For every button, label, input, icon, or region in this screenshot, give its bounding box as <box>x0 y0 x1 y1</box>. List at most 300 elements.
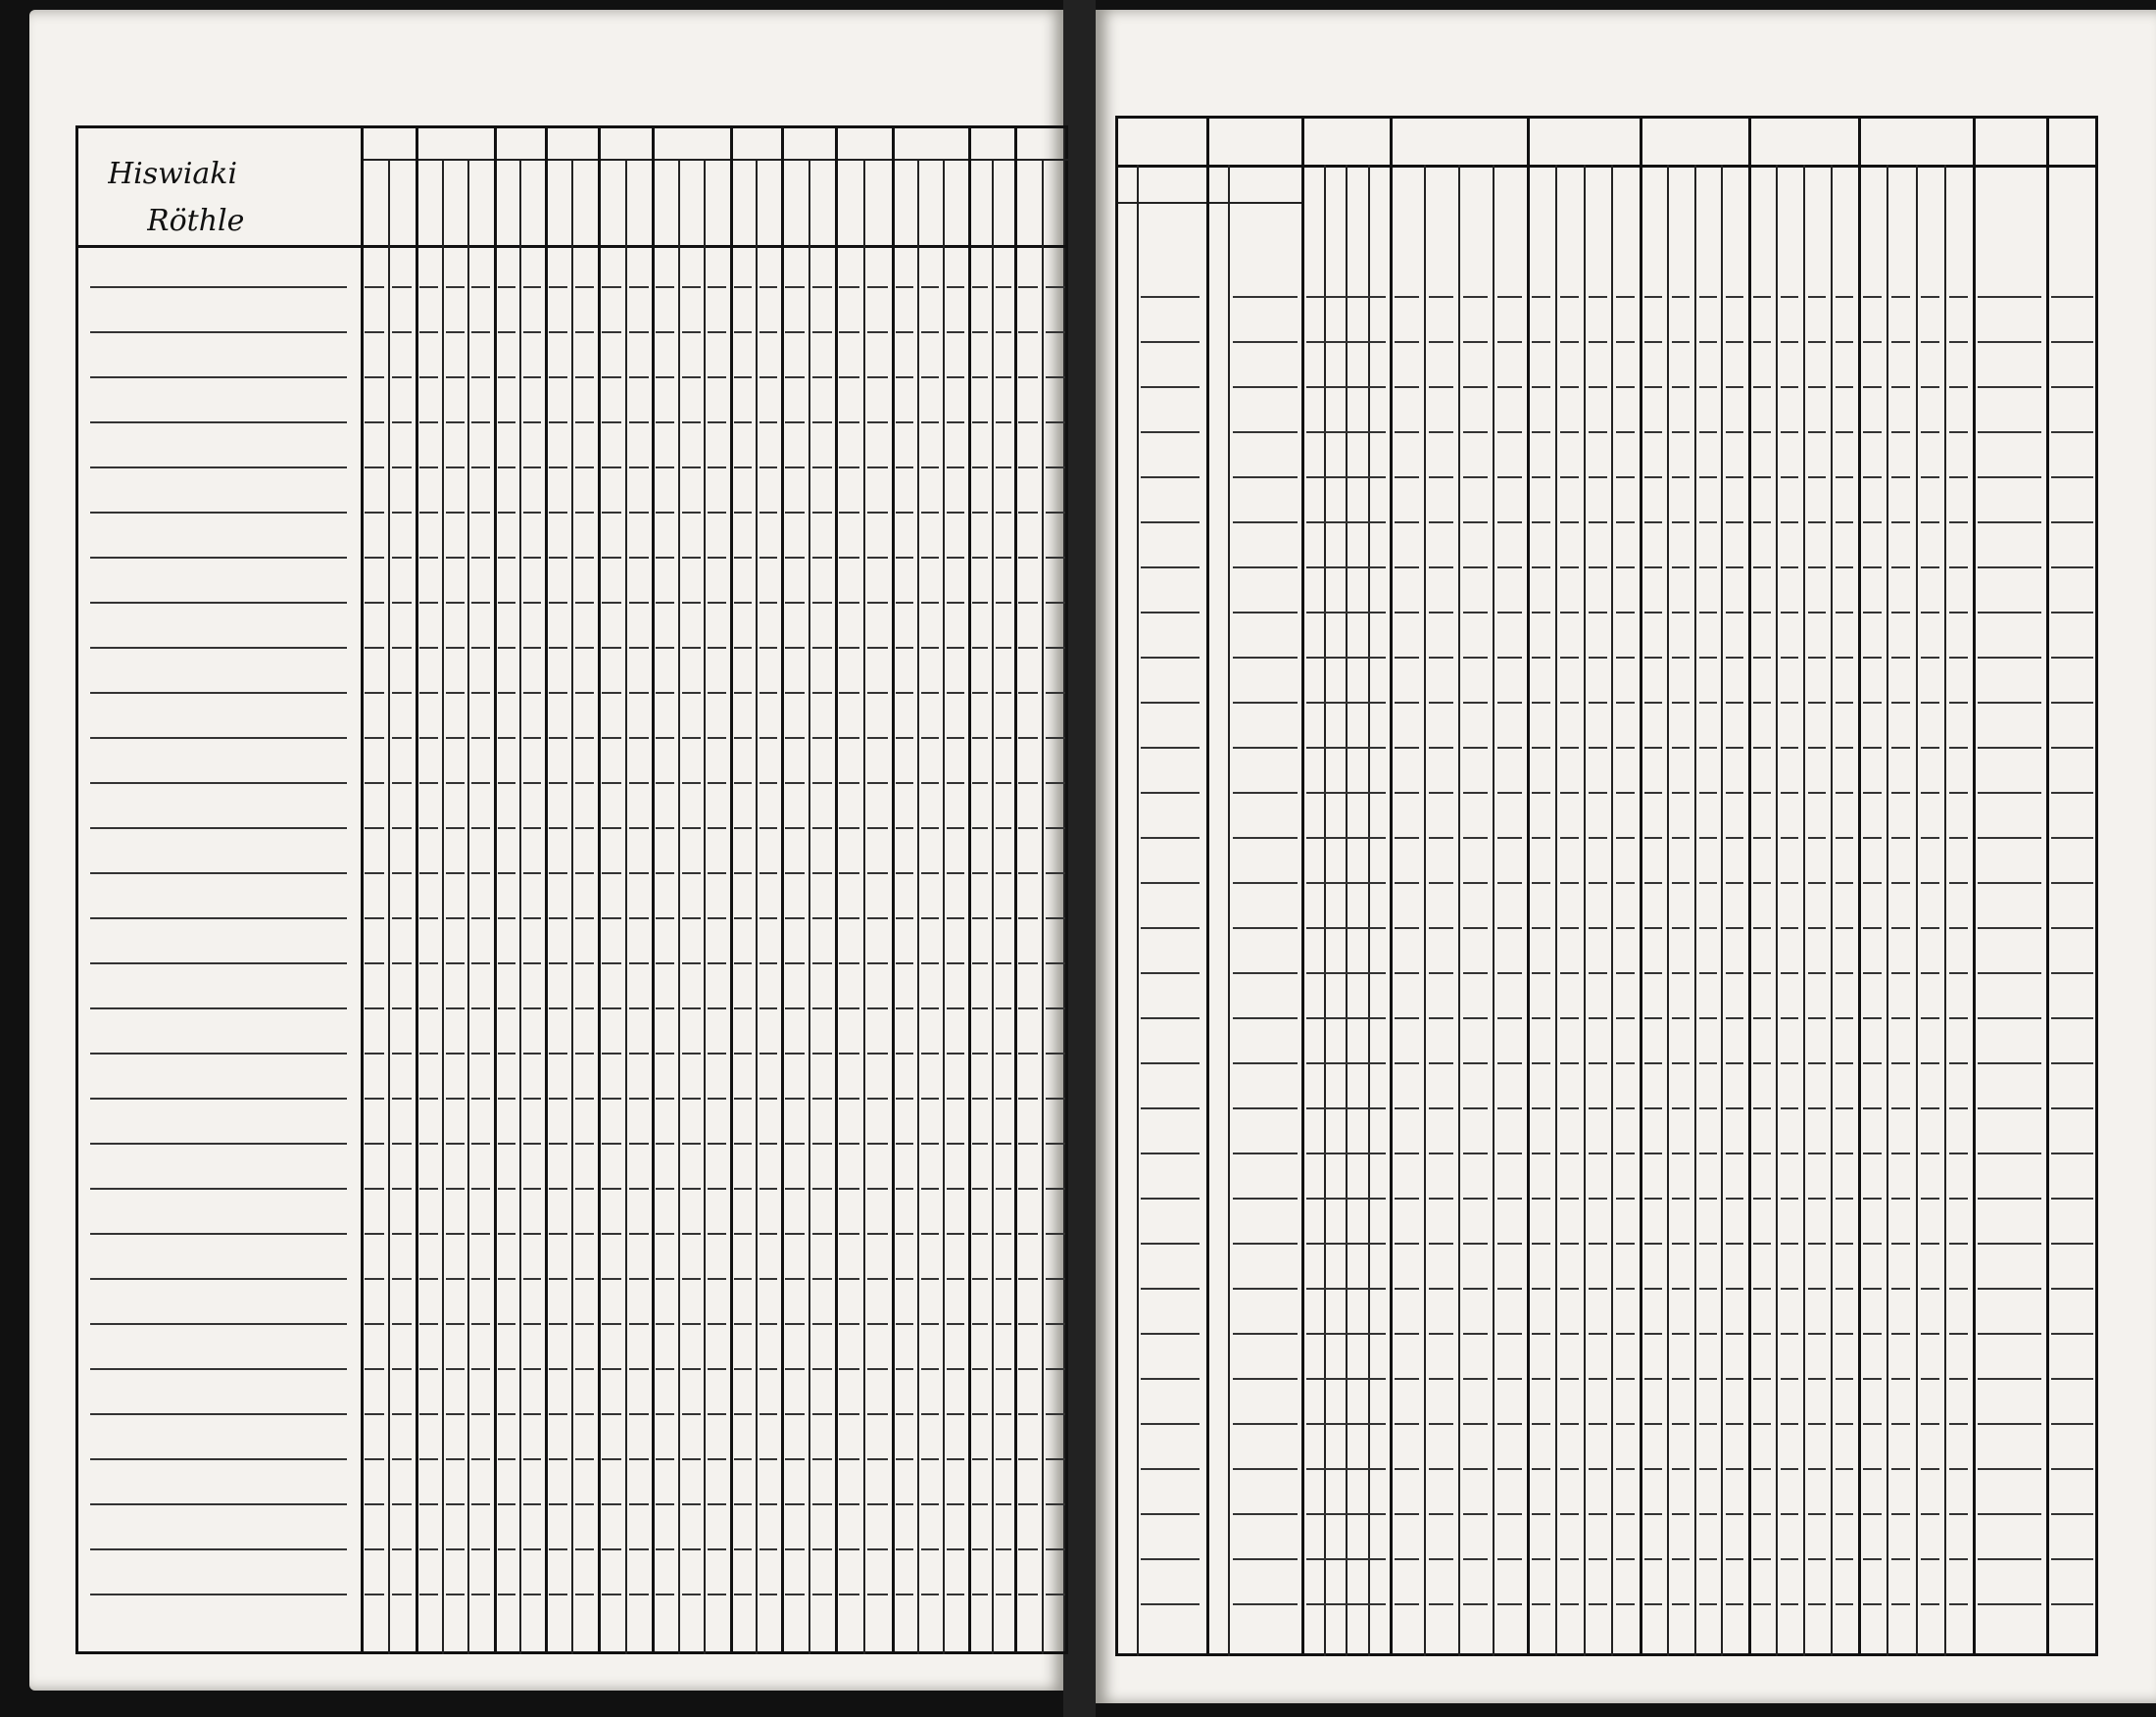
cell-rule <box>446 1143 465 1145</box>
cell-rule <box>1891 476 1910 478</box>
cell-rule <box>760 376 777 378</box>
cell-rule <box>1753 476 1771 478</box>
cell-rule <box>682 1278 701 1280</box>
cell-rule <box>1306 837 1319 839</box>
cell-rule <box>549 1413 567 1415</box>
cell-rule <box>1589 612 1607 613</box>
cell-rule <box>1497 882 1522 884</box>
row-rule <box>1309 521 1382 523</box>
cell-rule <box>1395 1468 1419 1470</box>
cell-rule <box>471 421 490 423</box>
cell-rule <box>1726 747 1743 749</box>
cell-rule <box>419 1458 438 1460</box>
cell-rule <box>867 1458 888 1460</box>
cell-rule <box>972 872 988 874</box>
cell-rule <box>1018 1098 1038 1100</box>
cell-rule <box>2051 1423 2093 1425</box>
row-rule <box>1141 612 1200 613</box>
cell-rule <box>921 421 939 423</box>
cell-rule <box>1018 1594 1038 1595</box>
cell-rule <box>1753 431 1771 433</box>
cell-rule <box>1395 1603 1419 1605</box>
row-rule <box>1309 1153 1382 1154</box>
cell-rule <box>1781 1288 1798 1290</box>
cell-rule <box>734 376 752 378</box>
cell-rule <box>629 827 649 829</box>
cell-rule <box>549 602 567 604</box>
cell-rule <box>1329 657 1342 659</box>
cell-rule <box>996 376 1011 378</box>
cell-rule <box>1921 386 1939 388</box>
cell-rule <box>629 962 649 964</box>
cell-rule <box>1836 1107 1853 1109</box>
cell-rule <box>1373 972 1386 974</box>
cell-rule <box>760 557 777 559</box>
cell-rule <box>1395 1333 1419 1335</box>
cell-rule <box>839 872 859 874</box>
cell-rule <box>1429 1603 1453 1605</box>
cell-rule <box>1836 1513 1853 1515</box>
cell-rule <box>1018 962 1038 964</box>
cell-rule <box>1463 521 1488 523</box>
cell-rule <box>1616 702 1635 704</box>
cell-rule <box>1046 1188 1065 1190</box>
cell-rule <box>446 917 465 919</box>
cell-rule <box>392 782 412 784</box>
cell-rule <box>1306 702 1319 704</box>
cell-rule <box>602 1098 621 1100</box>
cell-rule <box>1046 1233 1065 1235</box>
cell-rule <box>1921 1603 1939 1605</box>
cell-rule <box>996 1594 1011 1595</box>
cell-rule <box>921 1278 939 1280</box>
cell-rule <box>682 827 701 829</box>
cell-rule <box>1891 296 1910 298</box>
cell-rule <box>1350 612 1363 613</box>
row-rule <box>1233 882 1298 884</box>
cell-rule <box>1018 1548 1038 1550</box>
cell-rule <box>896 1233 913 1235</box>
cell-rule <box>1018 1233 1038 1235</box>
cell-rule <box>734 647 752 649</box>
cell-rule <box>656 1098 674 1100</box>
cell-rule <box>1018 512 1038 514</box>
cell-rule <box>896 1548 913 1550</box>
cell-rule <box>1781 1423 1798 1425</box>
cell-rule <box>996 1053 1011 1055</box>
cell-rule <box>896 782 913 784</box>
row-rule <box>1141 1603 1200 1605</box>
cell-rule <box>947 466 964 468</box>
cell-rule <box>760 1098 777 1100</box>
cell-rule <box>1616 296 1635 298</box>
cell-rule <box>785 872 805 874</box>
row-rule <box>90 1458 347 1460</box>
cell-rule <box>682 737 701 739</box>
cell-rule <box>498 1503 515 1505</box>
cell-rule <box>812 1278 832 1280</box>
cell-rule <box>1306 1243 1319 1245</box>
cell-rule <box>1949 476 1968 478</box>
cell-rule <box>602 647 621 649</box>
cell-rule <box>419 1053 438 1055</box>
cell-rule <box>2051 837 2093 839</box>
cell-rule <box>1560 702 1579 704</box>
cell-rule <box>1781 612 1798 613</box>
cell-rule <box>1589 476 1607 478</box>
cell-rule <box>1836 476 1853 478</box>
cell-rule <box>1753 1468 1771 1470</box>
cell-rule <box>656 1143 674 1145</box>
cell-rule <box>419 1548 438 1550</box>
cell-rule <box>1560 792 1579 794</box>
cell-rule <box>1978 521 2041 523</box>
cell-rule <box>867 602 888 604</box>
cell-rule <box>1921 1243 1939 1245</box>
cell-rule <box>498 692 515 694</box>
cell-rule <box>1046 1413 1065 1415</box>
cell-rule <box>1463 1243 1488 1245</box>
cell-rule <box>1046 286 1065 288</box>
row-rule <box>1141 792 1200 794</box>
cell-rule <box>896 1007 913 1009</box>
cell-rule <box>1808 1062 1826 1064</box>
year-subcolumn-divider <box>1584 165 1586 1656</box>
cell-rule <box>1836 792 1853 794</box>
cell-rule <box>1373 702 1386 704</box>
cell-rule <box>656 782 674 784</box>
cell-rule <box>1463 476 1488 478</box>
cell-rule <box>1949 1107 1968 1109</box>
cell-rule <box>1018 1368 1038 1370</box>
cell-rule <box>996 872 1011 874</box>
cell-rule <box>1863 1378 1882 1380</box>
cell-rule <box>1753 1243 1771 1245</box>
cell-rule <box>921 466 939 468</box>
cell-rule <box>867 1503 888 1505</box>
cell-rule <box>972 1548 988 1550</box>
cell-rule <box>419 1594 438 1595</box>
row-rule <box>1141 1423 1200 1425</box>
cell-rule <box>1616 476 1635 478</box>
cell-rule <box>2051 702 2093 704</box>
cell-rule <box>972 737 988 739</box>
cell-rule <box>812 557 832 559</box>
cell-rule <box>708 1188 726 1190</box>
cell-rule <box>1329 1603 1342 1605</box>
cell-rule <box>392 1143 412 1145</box>
cell-rule <box>1808 566 1826 568</box>
cell-rule <box>1350 1558 1363 1560</box>
cell-rule <box>1949 431 1968 433</box>
cell-rule <box>1644 1198 1662 1200</box>
cell-rule <box>1329 1378 1342 1380</box>
row-rule <box>1141 837 1200 839</box>
cell-rule <box>392 1368 412 1370</box>
cell-rule <box>1644 296 1662 298</box>
cell-rule <box>549 647 567 649</box>
cell-rule <box>498 1548 515 1550</box>
cell-rule <box>682 557 701 559</box>
cell-rule <box>734 782 752 784</box>
cell-rule <box>446 737 465 739</box>
cell-rule <box>996 1413 1011 1415</box>
cell-rule <box>1429 972 1453 974</box>
cell-rule <box>812 1413 832 1415</box>
cell-rule <box>1672 1468 1690 1470</box>
cell-rule <box>1429 702 1453 704</box>
cell-rule <box>446 827 465 829</box>
cell-rule <box>1699 927 1717 929</box>
row-rule <box>1309 296 1382 298</box>
cell-rule <box>523 1413 541 1415</box>
cell-rule <box>1699 1153 1717 1154</box>
cell-rule <box>1921 296 1939 298</box>
cell-rule <box>1463 882 1488 884</box>
cell-rule <box>867 466 888 468</box>
cell-rule <box>1863 1423 1882 1425</box>
cell-rule <box>1350 1062 1363 1064</box>
right-register-table <box>1115 116 2098 1656</box>
cell-rule <box>1891 1288 1910 1290</box>
cell-rule <box>1836 1017 1853 1019</box>
cell-rule <box>471 1503 490 1505</box>
cell-rule <box>1836 612 1853 613</box>
cell-rule <box>896 872 913 874</box>
cell-rule <box>760 1233 777 1235</box>
cell-rule <box>1978 431 2041 433</box>
cell-rule <box>2051 521 2093 523</box>
cell-rule <box>1463 1378 1488 1380</box>
cell-rule <box>1891 1017 1910 1019</box>
cell-rule <box>896 1503 913 1505</box>
cell-rule <box>1699 386 1717 388</box>
row-rule <box>1233 1513 1298 1515</box>
cell-rule <box>498 286 515 288</box>
cell-rule <box>1497 1333 1522 1335</box>
cell-rule <box>1429 1558 1453 1560</box>
cell-rule <box>1018 1458 1038 1460</box>
cell-rule <box>1863 1468 1882 1470</box>
cell-rule <box>1463 1062 1488 1064</box>
cell-rule <box>1589 1603 1607 1605</box>
cell-rule <box>1863 341 1882 343</box>
row-rule <box>1233 341 1298 343</box>
cell-rule <box>996 782 1011 784</box>
cell-rule <box>812 331 832 333</box>
cell-rule <box>1329 1198 1342 1200</box>
cell-rule <box>1463 972 1488 974</box>
cell-rule <box>1949 657 1968 659</box>
cell-rule <box>1863 1198 1882 1200</box>
cell-rule <box>1463 612 1488 613</box>
cell-rule <box>365 737 384 739</box>
cell-rule <box>1429 341 1453 343</box>
cell-rule <box>1306 747 1319 749</box>
cell-rule <box>1373 792 1386 794</box>
cell-rule <box>1306 1603 1319 1605</box>
cell-rule <box>896 286 913 288</box>
cell-rule <box>1921 702 1939 704</box>
cell-rule <box>1046 782 1065 784</box>
cell-rule <box>1429 296 1453 298</box>
cell-rule <box>812 1143 832 1145</box>
cell-rule <box>1395 837 1419 839</box>
cell-rule <box>446 1007 465 1009</box>
cell-rule <box>1589 1333 1607 1335</box>
cell-rule <box>947 1278 964 1280</box>
cell-rule <box>947 1368 964 1370</box>
cell-rule <box>1836 1198 1853 1200</box>
cell-rule <box>1018 602 1038 604</box>
row-rule <box>1233 1378 1298 1380</box>
cell-rule <box>1949 386 1968 388</box>
cell-rule <box>682 872 701 874</box>
cell-rule <box>575 737 594 739</box>
cell-rule <box>1560 1243 1579 1245</box>
cell-rule <box>1863 747 1882 749</box>
cell-rule <box>1863 612 1882 613</box>
cell-rule <box>1560 1468 1579 1470</box>
cell-rule <box>996 827 1011 829</box>
cell-rule <box>2051 1062 2093 1064</box>
year-subcolumn-divider <box>1831 165 1833 1656</box>
cell-rule <box>629 1053 649 1055</box>
cell-rule <box>734 1143 752 1145</box>
cell-rule <box>1395 657 1419 659</box>
subcolumn-divider <box>388 159 390 1654</box>
cell-rule <box>1046 1323 1065 1325</box>
cell-rule <box>523 962 541 964</box>
cell-rule <box>365 376 384 378</box>
cell-rule <box>947 376 964 378</box>
cell-rule <box>1753 1107 1771 1109</box>
cell-rule <box>1726 1198 1743 1200</box>
cell-rule <box>1329 1107 1342 1109</box>
row-rule <box>90 512 347 514</box>
cell-rule <box>1532 1603 1550 1605</box>
cell-rule <box>602 962 621 964</box>
cell-rule <box>812 782 832 784</box>
cell-rule <box>708 1368 726 1370</box>
cell-rule <box>1781 927 1798 929</box>
cell-rule <box>1429 431 1453 433</box>
cell-rule <box>1699 657 1717 659</box>
cell-rule <box>419 1278 438 1280</box>
cell-rule <box>1463 386 1488 388</box>
cell-rule <box>1429 476 1453 478</box>
row-rule <box>1141 1198 1200 1200</box>
cell-rule <box>972 1323 988 1325</box>
cell-rule <box>629 602 649 604</box>
cell-rule <box>867 1053 888 1055</box>
row-rule <box>1309 1378 1382 1380</box>
cell-rule <box>1463 747 1488 749</box>
cell-rule <box>523 1143 541 1145</box>
cell-rule <box>785 827 805 829</box>
cell-rule <box>1978 1468 2041 1470</box>
cell-rule <box>446 286 465 288</box>
cell-rule <box>1463 296 1488 298</box>
cell-rule <box>1726 1288 1743 1290</box>
cell-rule <box>1699 972 1717 974</box>
column-divider <box>2046 116 2049 1656</box>
cell-rule <box>1644 1378 1662 1380</box>
subcolumn-divider <box>756 159 758 1654</box>
cell-rule <box>1863 1062 1882 1064</box>
cell-rule <box>1046 1098 1065 1100</box>
cell-rule <box>1891 1513 1910 1515</box>
row-rule <box>1309 657 1382 659</box>
year-subcolumn-divider <box>1944 165 1946 1656</box>
cell-rule <box>1863 927 1882 929</box>
cell-rule <box>1863 1153 1882 1154</box>
cell-rule <box>1306 341 1319 343</box>
year-subcolumn-divider <box>1803 165 1805 1656</box>
cell-rule <box>1808 1243 1826 1245</box>
cell-rule <box>1949 1243 1968 1245</box>
cell-rule <box>867 1188 888 1190</box>
cell-rule <box>1808 1153 1826 1154</box>
cell-rule <box>812 872 832 874</box>
cell-rule <box>1781 837 1798 839</box>
cell-rule <box>471 917 490 919</box>
cell-rule <box>1046 1458 1065 1460</box>
cell-rule <box>1589 1243 1607 1245</box>
row-rule <box>90 1007 347 1009</box>
cell-rule <box>996 1548 1011 1550</box>
cell-rule <box>734 737 752 739</box>
cell-rule <box>1891 792 1910 794</box>
cell-rule <box>2051 882 2093 884</box>
cell-rule <box>523 1594 541 1595</box>
row-rule <box>1141 1288 1200 1290</box>
cell-rule <box>921 1458 939 1460</box>
cell-rule <box>1753 927 1771 929</box>
cell-rule <box>1808 1513 1826 1515</box>
cell-rule <box>1018 737 1038 739</box>
row-rule <box>1233 476 1298 478</box>
cell-rule <box>896 1594 913 1595</box>
cell-rule <box>1891 431 1910 433</box>
cell-rule <box>1497 386 1522 388</box>
cell-rule <box>708 286 726 288</box>
cell-rule <box>760 692 777 694</box>
cell-rule <box>575 1007 594 1009</box>
row-rule <box>1309 1107 1382 1109</box>
cell-rule <box>972 1503 988 1505</box>
cell-rule <box>549 1458 567 1460</box>
cell-rule <box>812 962 832 964</box>
cell-rule <box>498 1053 515 1055</box>
row-rule <box>1309 792 1382 794</box>
cell-rule <box>1891 1558 1910 1560</box>
row-rule <box>90 1368 347 1370</box>
cell-rule <box>1350 657 1363 659</box>
cell-rule <box>785 1323 805 1325</box>
cell-rule <box>1589 1062 1607 1064</box>
cell-rule <box>1978 657 2041 659</box>
row-rule <box>1141 702 1200 704</box>
year-subcolumn-divider <box>1493 165 1494 1656</box>
cell-rule <box>1350 431 1363 433</box>
cell-rule <box>498 466 515 468</box>
row-rule <box>1141 1513 1200 1515</box>
cell-rule <box>1616 1423 1635 1425</box>
cell-rule <box>785 1413 805 1415</box>
cell-rule <box>1699 1558 1717 1560</box>
cell-rule <box>947 782 964 784</box>
